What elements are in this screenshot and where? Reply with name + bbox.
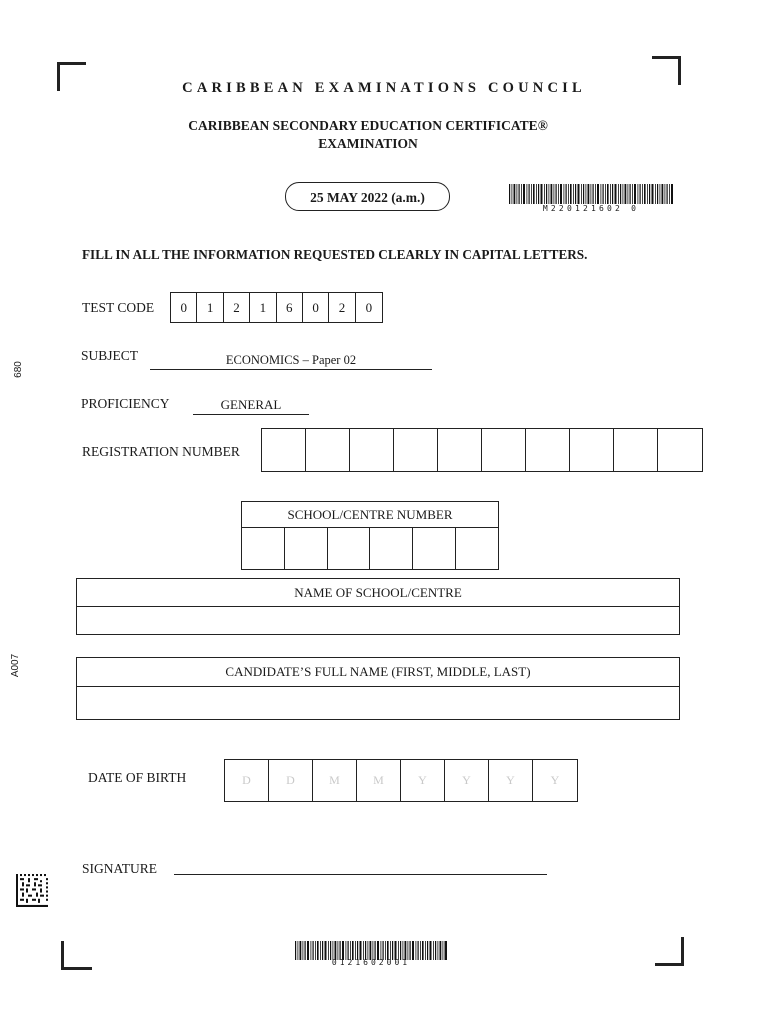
side-code-bottom: A007 (10, 653, 22, 678)
test-code-digit: 2 (329, 293, 355, 322)
registration-digit-box[interactable] (438, 429, 482, 471)
school-centre-number-label: SCHOOL/CENTRE NUMBER (242, 502, 498, 528)
council-title: CARIBBEAN EXAMINATIONS COUNCIL (182, 80, 586, 96)
school-digit-box[interactable] (242, 528, 285, 570)
school-digit-box[interactable] (413, 528, 456, 570)
registration-digit-box[interactable] (570, 429, 614, 471)
school-centre-number-field (241, 501, 499, 570)
subject-label: SUBJECT (81, 348, 139, 363)
test-code-label: TEST CODE (82, 300, 155, 315)
test-code-boxes (170, 292, 383, 323)
barcode-number-top: M220121602 0 (542, 204, 640, 213)
barcode-icon (509, 184, 673, 204)
signature-label: SIGNATURE (82, 861, 158, 876)
school-digit-box[interactable] (285, 528, 328, 570)
candidate-name-label: CANDIDATE’S FULL NAME (FIRST, MIDDLE, LAST) (77, 658, 679, 687)
school-centre-number-boxes[interactable] (242, 528, 498, 570)
dob-day-box[interactable]: D (269, 760, 313, 801)
registration-number-label: REGISTRATION NUMBER (82, 444, 240, 459)
registration-digit-box[interactable] (262, 429, 306, 471)
registration-digit-box[interactable] (306, 429, 350, 471)
side-code-top: 680 (12, 361, 24, 378)
test-code-digit: 2 (224, 293, 250, 322)
registration-number-boxes[interactable] (261, 428, 703, 472)
corner-mark-bottom-left (61, 941, 92, 970)
certificate-title-line2: EXAMINATION (318, 136, 418, 151)
school-digit-box[interactable] (328, 528, 371, 570)
signature-line[interactable] (174, 874, 547, 875)
barcode-number-bottom: 0121602001 (331, 958, 411, 967)
date-of-birth-boxes[interactable] (224, 759, 578, 802)
corner-mark-bottom-right (655, 937, 684, 966)
registration-digit-box[interactable] (350, 429, 394, 471)
exam-date-badge: 25 MAY 2022 (a.m.) (285, 182, 450, 211)
candidate-name-input[interactable] (77, 687, 679, 720)
certificate-title (0, 117, 736, 153)
dob-year-box[interactable]: Y (445, 760, 489, 801)
certificate-title-line1: CARIBBEAN SECONDARY EDUCATION CERTIFICATE® (188, 118, 548, 133)
test-code-digit: 1 (250, 293, 276, 322)
proficiency-label: PROFICIENCY (81, 396, 170, 411)
dob-day-box[interactable]: D (225, 760, 269, 801)
school-name-input[interactable] (77, 607, 679, 635)
registration-digit-box[interactable] (658, 429, 702, 471)
dob-year-box[interactable]: Y (550, 773, 560, 787)
test-code-digit: 0 (303, 293, 329, 322)
datamatrix-code-icon (16, 874, 48, 907)
test-code-digit: 6 (277, 293, 303, 322)
candidate-name-field (76, 657, 680, 720)
subject-value: ECONOMICS – Paper 02 (150, 353, 432, 370)
dob-year-box[interactable]: Y (489, 760, 533, 801)
proficiency-value: GENERAL (193, 397, 309, 415)
school-digit-box[interactable] (370, 528, 413, 570)
registration-digit-box[interactable] (482, 429, 526, 471)
instruction-text: FILL IN ALL THE INFORMATION REQUESTED CLEARLY IN CAPITAL LETTERS. (82, 247, 588, 262)
date-of-birth-label: DATE OF BIRTH (88, 770, 187, 785)
test-code-digit: 0 (171, 293, 197, 322)
registration-digit-box[interactable] (614, 429, 658, 471)
dob-month-box[interactable]: M (357, 760, 401, 801)
dob-month-box[interactable]: M (313, 760, 357, 801)
registration-digit-box[interactable] (526, 429, 570, 471)
test-code-digit: 1 (197, 293, 223, 322)
test-code-digit: 0 (365, 300, 373, 315)
school-name-label: NAME OF SCHOOL/CENTRE (77, 579, 679, 607)
dob-year-box[interactable]: Y (401, 760, 445, 801)
registration-digit-box[interactable] (394, 429, 438, 471)
school-digit-box[interactable] (456, 528, 498, 570)
school-name-field (76, 578, 680, 635)
